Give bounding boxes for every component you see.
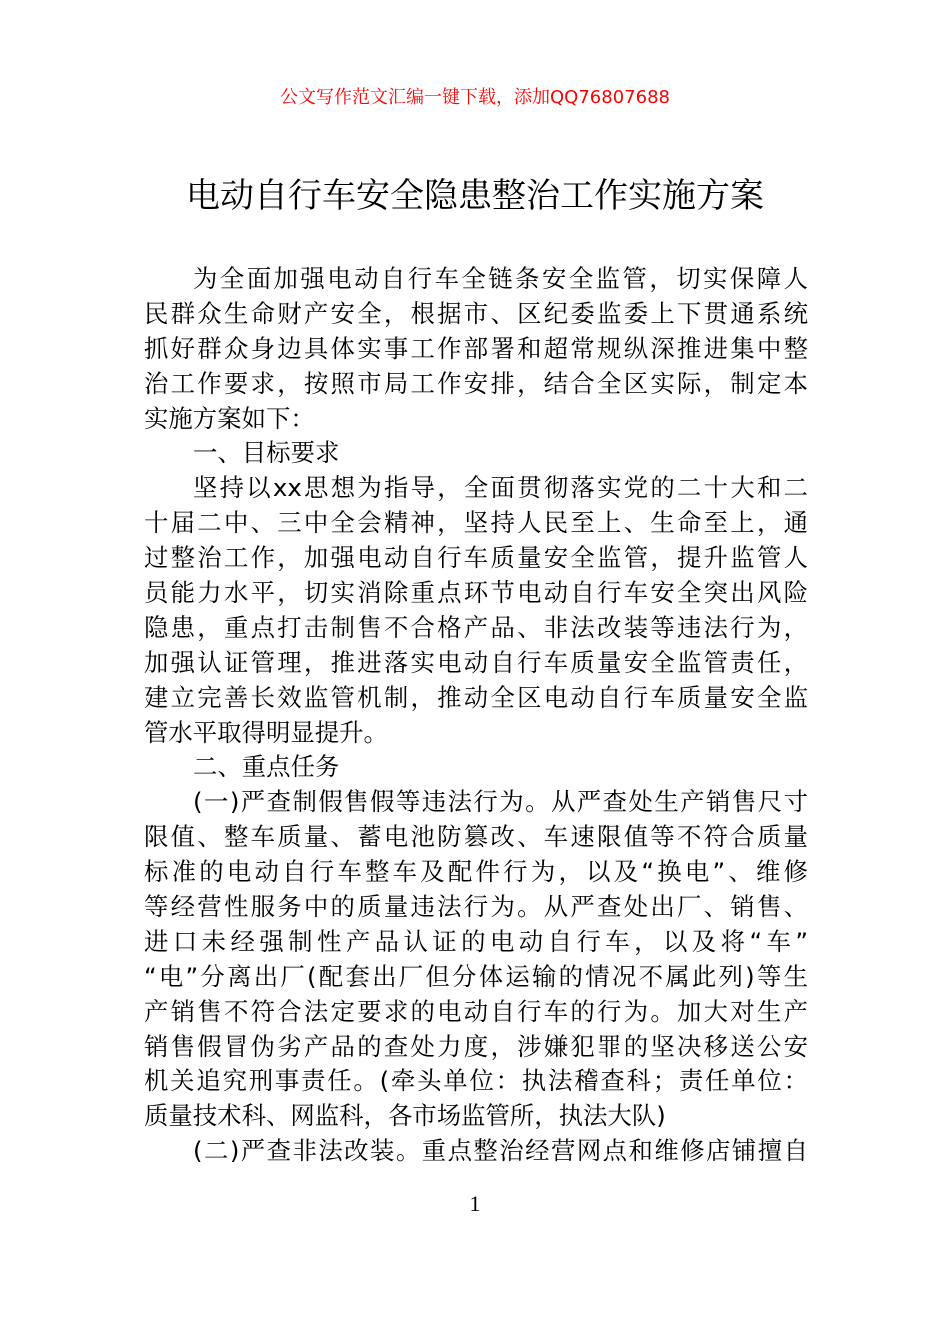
document-body — [144, 262, 808, 1169]
paragraph-line: 机关追究刑事责任。(牵头单位：执法稽查科；责任单位： — [144, 1066, 808, 1096]
section-heading-goals: 一、目标要求 — [193, 438, 340, 468]
paragraph-line: 坚持以xx思想为指导，全面贯彻落实党的二十大和二 — [193, 473, 808, 503]
paragraph-line: “电”分离出厂(配套出厂但分体运输的情况不属此列)等生 — [144, 961, 808, 991]
paragraph-line: 加强认证管理，推进落实电动自行车质量安全监管责任， — [144, 647, 808, 677]
paragraph-line: 为全面加强电动自行车全链条安全监管，切实保障人 — [193, 264, 808, 293]
paragraph-line: (二)严查非法改装。重点整治经营网点和维修店铺擅自 — [193, 1136, 808, 1166]
paragraph-line: 销售假冒伪劣产品的查处力度，涉嫌犯罪的坚决移送公安 — [144, 1031, 808, 1061]
paragraph-line: 管水平取得明显提升。 — [144, 717, 388, 747]
paragraph-line: 标准的电动自行车整车及配件行为，以及“换电”、维修 — [144, 857, 808, 887]
section-heading-tasks: 二、重点任务 — [193, 752, 340, 782]
paragraph-line: 进口未经强制性产品认证的电动自行车，以及将“车” — [144, 926, 808, 956]
paragraph-line: 产销售不符合法定要求的电动自行车的行为。加大对生产 — [144, 996, 808, 1026]
paragraph-line: 等经营性服务中的质量违法行为。从严查处出厂、销售、 — [144, 892, 808, 922]
paragraph-line: 员能力水平，切实消除重点环节电动自行车安全突出风险 — [144, 578, 808, 608]
paragraph-line: 过整治工作，加强电动自行车质量安全监管，提升监管人 — [144, 543, 808, 573]
watermark-download-notice: 公文写作范文汇编一键下载，添加QQ76807688 — [280, 87, 670, 108]
paragraph-line: 质量技术科、网监科，各市场监管所，执法大队) — [144, 1101, 666, 1131]
paragraph-line: 实施方案如下： — [144, 403, 315, 433]
paragraph-line: 限值、整车质量、蓄电池防篡改、车速限值等不符合质量 — [144, 822, 808, 852]
paragraph-line: 隐患，重点打击制售不合格产品、非法改装等违法行为， — [144, 612, 808, 642]
paragraph-line: 建立完善长效监管机制，推动全区电动自行车质量安全监 — [144, 682, 808, 712]
paragraph-line: 十届二中、三中全会精神，坚持人民至上、生命至上，通 — [144, 508, 808, 538]
paragraph-line: (一)严查制假售假等违法行为。从严查处生产销售尺寸 — [193, 787, 808, 817]
paragraph-line: 治工作要求，按照市局工作安排，结合全区实际，制定本 — [144, 368, 808, 398]
page-number: 1 — [469, 1191, 481, 1216]
document-title: 电动自行车安全隐患整治工作实施方案 — [186, 176, 764, 216]
paragraph-line: 民群众生命财产安全，根据市、区纪委监委上下贯通系统 — [144, 298, 808, 328]
paragraph-line: 抓好群众身边具体实事工作部署和超常规纵深推进集中整 — [144, 333, 808, 363]
